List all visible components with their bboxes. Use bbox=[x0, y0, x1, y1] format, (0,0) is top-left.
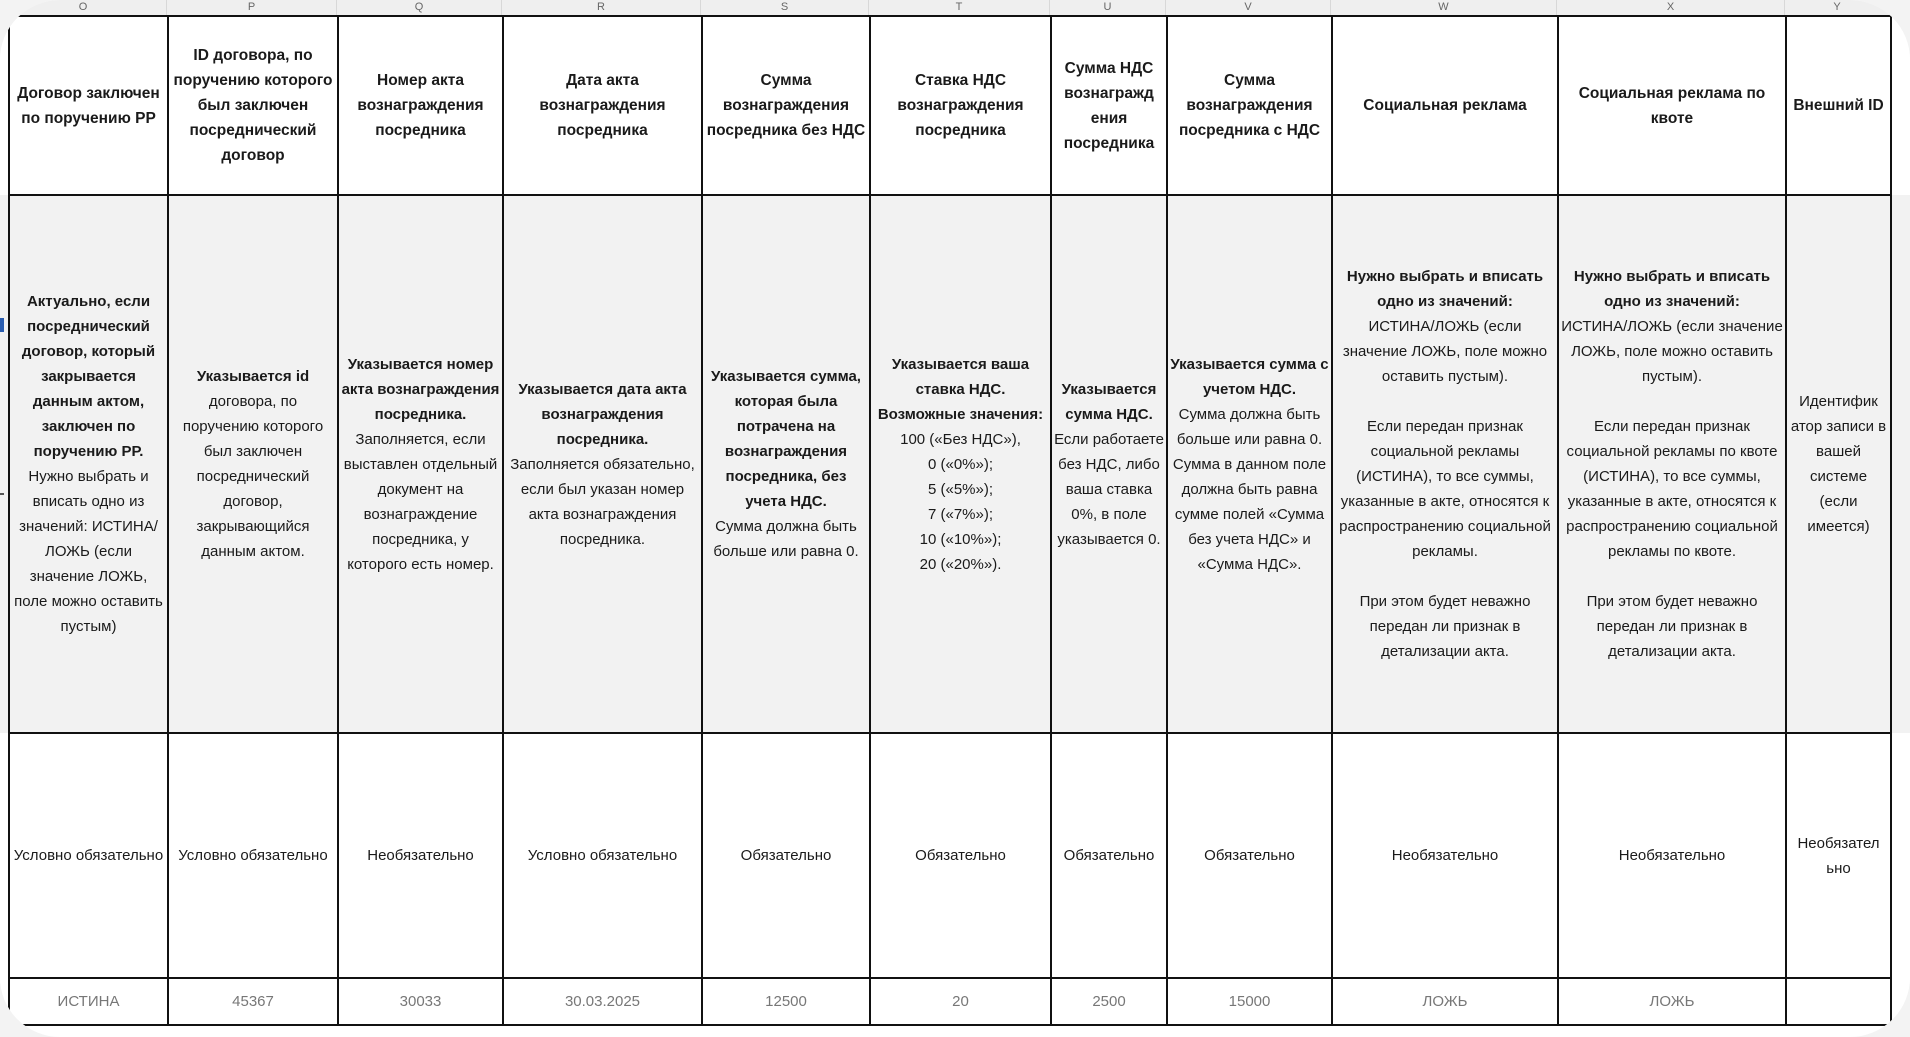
requirement-label: Необязательно bbox=[367, 847, 474, 864]
header-cell[interactable] bbox=[502, 16, 701, 195]
description-cell[interactable] bbox=[167, 195, 337, 733]
column-header-letter[interactable]: W bbox=[1331, 0, 1557, 16]
description-bold: Указывается id bbox=[196, 368, 310, 385]
description-row bbox=[0, 195, 1910, 733]
column-header-letter[interactable]: O bbox=[0, 0, 167, 16]
requirement-cell[interactable] bbox=[1557, 733, 1785, 978]
cell-value: ЛОЖЬ bbox=[1422, 993, 1468, 1010]
description-normal: ИСТИНА/ЛОЖЬ (если значение ЛОЖЬ, поле можно оставить пустым). Если передан признак социальной рекламы (ИСТИНА), то все суммы, указанные в акте, относятся к распространению социальной рекламы. При этом будет неважно передан ли признак в детализации акта. bbox=[1339, 318, 1551, 660]
requirement-cell[interactable] bbox=[701, 733, 869, 978]
requirement-label: Обязательно bbox=[915, 847, 1006, 864]
cell-value: 30.03.2025 bbox=[564, 993, 641, 1010]
description-bold: Актуально, если посреднический договор, который закрывается данным актом, заключен по поручению РР. bbox=[21, 293, 156, 460]
description-bold: Указывается номер акта вознаграждения посредника. bbox=[341, 355, 500, 423]
requirement-label: Условно обязательно bbox=[527, 847, 678, 864]
requirement-cell[interactable] bbox=[8, 733, 167, 978]
header-cell[interactable] bbox=[869, 16, 1050, 195]
description-text bbox=[1335, 264, 1555, 664]
column-header-letter[interactable]: Q bbox=[337, 0, 502, 16]
description-text bbox=[1170, 352, 1329, 577]
value-cell[interactable] bbox=[167, 978, 337, 1025]
requirement-label: Условно обязательно bbox=[178, 847, 328, 864]
header-cell[interactable] bbox=[1331, 16, 1557, 195]
column-header-letter[interactable]: R bbox=[502, 0, 701, 16]
description-bold: Указывается сумма НДС. bbox=[1061, 380, 1157, 423]
requirement-label: Необязател ьно bbox=[1797, 834, 1880, 877]
column-header-letter[interactable]: S bbox=[701, 0, 869, 16]
description-normal: Идентифик атор записи в вашей системе (если имеется) bbox=[1790, 393, 1887, 535]
description-cell[interactable] bbox=[8, 195, 167, 733]
header-cell[interactable] bbox=[1050, 16, 1166, 195]
description-normal: 100 («Без НДС»), 0 («0%»); 5 («5%»); 7 («7%»); 10 («10%»); 20 («20%»). bbox=[900, 430, 1021, 573]
description-normal: Нужно выбрать и вписать одно из значений: ИСТИНА/ЛОЖЬ (если значение ЛОЖЬ, поле можно оставить пустым) bbox=[14, 468, 163, 635]
description-cell[interactable] bbox=[337, 195, 502, 733]
requirement-cell[interactable] bbox=[337, 733, 502, 978]
table-bottom-border bbox=[8, 1024, 1892, 1026]
cell-value: 12500 bbox=[765, 993, 807, 1010]
requirement-cell[interactable] bbox=[1785, 733, 1892, 978]
description-cell[interactable] bbox=[1166, 195, 1331, 733]
requirement-cell[interactable] bbox=[1166, 733, 1331, 978]
description-bold: Указывается дата акта вознаграждения посредника. bbox=[518, 380, 687, 448]
header-label: Социальная реклама bbox=[1363, 97, 1527, 114]
description-text bbox=[1054, 377, 1164, 552]
description-bold: Нужно выбрать и вписать одно из значений: bbox=[1573, 268, 1771, 310]
description-bold: Указывается сумма, которая была потрачена на вознаграждения посредника, без учета НДС. bbox=[711, 368, 861, 510]
requirement-cell[interactable] bbox=[869, 733, 1050, 978]
description-normal: Сумма должна быть больше или равна 0. Сумма в данном поле должна быть равна сумме полей «Сумма без учета НДС» и «Сумма НДС». bbox=[1172, 405, 1327, 573]
header-cell[interactable] bbox=[8, 16, 167, 195]
value-row bbox=[0, 978, 1910, 1025]
cell-value: 30033 bbox=[399, 993, 442, 1010]
header-label: Сумма НДС вознагражд ения посредника bbox=[1063, 59, 1155, 152]
column-header-letter[interactable]: Y bbox=[1785, 0, 1890, 16]
description-text bbox=[12, 289, 165, 639]
cell-value: ЛОЖЬ bbox=[1649, 993, 1695, 1010]
cell-value: ИСТИНА bbox=[57, 993, 120, 1010]
cell-value: 2500 bbox=[1092, 993, 1126, 1010]
column-header-letter[interactable]: X bbox=[1557, 0, 1785, 16]
header-cell[interactable] bbox=[701, 16, 869, 195]
requirement-cell[interactable] bbox=[1050, 733, 1166, 978]
header-label: Номер акта вознаграждения посредника bbox=[357, 72, 484, 139]
description-text bbox=[506, 377, 699, 552]
description-normal: Заполняется, если выставлен отдельный документ на вознаграждение посредника, у которого есть номер. bbox=[343, 430, 498, 573]
header-label: Договор заключен по поручению РР bbox=[17, 84, 160, 127]
requirement-label: Обязательно bbox=[740, 847, 832, 864]
description-text bbox=[873, 352, 1048, 577]
header-row bbox=[0, 16, 1910, 195]
header-cell[interactable] bbox=[1166, 16, 1331, 195]
header-cell[interactable] bbox=[167, 16, 337, 195]
header-cell[interactable] bbox=[337, 16, 502, 195]
header-cell[interactable] bbox=[1785, 16, 1892, 195]
header-label: Социальная реклама по квоте bbox=[1578, 84, 1766, 127]
description-normal: ИСТИНА/ЛОЖЬ (если значение ЛОЖЬ, поле можно оставить пустым). Если передан признак социальной рекламы по квоте (ИСТИНА), то все суммы, указанные в акте, относятся к распространению социальной рекламы по квоте. При этом будет неважно передан ли признак в детализации акта. bbox=[1561, 318, 1783, 660]
column-header-letter[interactable]: U bbox=[1050, 0, 1166, 16]
requirement-label: Условно обязательно bbox=[13, 847, 164, 864]
value-cell[interactable] bbox=[701, 978, 869, 1025]
cell-value: 45367 bbox=[232, 993, 274, 1010]
column-header-letter[interactable]: V bbox=[1166, 0, 1331, 16]
value-cell[interactable] bbox=[1557, 978, 1785, 1025]
description-text bbox=[341, 352, 500, 577]
description-normal: договора, по поручению которого был заключен посреднический договор, закрывающийся данным актом. bbox=[182, 393, 324, 560]
requirement-row bbox=[0, 733, 1910, 978]
header-label: Ставка НДС вознаграждения посредника bbox=[897, 72, 1024, 139]
description-cell[interactable] bbox=[502, 195, 701, 733]
value-cell[interactable] bbox=[869, 978, 1050, 1025]
value-cell[interactable] bbox=[8, 978, 167, 1025]
header-label: Внешний ID bbox=[1793, 97, 1884, 114]
column-header-letter[interactable]: P bbox=[167, 0, 337, 16]
description-normal: Заполняется обязательно, если был указан номер акта вознаграждения посредника. bbox=[510, 455, 695, 548]
header-label: ID договора, по поручению которого был заключен посреднический договор bbox=[173, 47, 333, 164]
description-cell[interactable] bbox=[1050, 195, 1166, 733]
column-header-letter[interactable]: T bbox=[869, 0, 1050, 16]
adjacent-cell-edge bbox=[0, 493, 4, 495]
description-bold: Указывается сумма с учетом НДС. bbox=[1170, 355, 1329, 398]
requirement-cell[interactable] bbox=[502, 733, 701, 978]
description-cell[interactable] bbox=[701, 195, 869, 733]
requirement-label: Обязательно bbox=[1204, 847, 1295, 864]
value-cell[interactable] bbox=[1331, 978, 1557, 1025]
header-label: Сумма вознаграждения посредника с НДС bbox=[1178, 72, 1321, 139]
value-cell[interactable] bbox=[1166, 978, 1331, 1025]
cell-value: 20 bbox=[952, 993, 969, 1010]
description-cell[interactable] bbox=[1785, 195, 1892, 733]
requirement-label: Необязательно bbox=[1391, 847, 1499, 864]
value-cell[interactable] bbox=[1785, 978, 1892, 1025]
description-normal: Сумма должна быть больше или равна 0. bbox=[713, 518, 859, 560]
header-label: Дата акта вознаграждения посредника bbox=[539, 72, 666, 139]
description-bold: Указывается ваша ставка НДС. Возможные значения: bbox=[877, 355, 1044, 423]
description-text bbox=[705, 364, 867, 564]
value-cell[interactable] bbox=[1050, 978, 1166, 1025]
requirement-label: Необязательно bbox=[1618, 847, 1726, 864]
adjacent-cell-edge bbox=[0, 318, 4, 332]
value-cell[interactable] bbox=[337, 978, 502, 1025]
cell-value: 15000 bbox=[1228, 993, 1271, 1010]
requirement-cell[interactable] bbox=[167, 733, 337, 978]
header-label: Сумма вознаграждения посредника без НДС bbox=[706, 72, 866, 139]
description-text bbox=[1561, 264, 1783, 664]
description-text bbox=[171, 364, 335, 564]
requirement-cell[interactable] bbox=[1331, 733, 1557, 978]
description-cell[interactable] bbox=[1331, 195, 1557, 733]
requirement-label: Обязательно bbox=[1063, 847, 1155, 864]
description-bold: Нужно выбрать и вписать одно из значений: bbox=[1346, 268, 1544, 310]
description-cell[interactable] bbox=[1557, 195, 1785, 733]
description-cell[interactable] bbox=[869, 195, 1050, 733]
description-normal: Если работаете без НДС, либо ваша ставка 0%, в поле указывается 0. bbox=[1054, 430, 1164, 548]
description-text bbox=[1789, 389, 1888, 539]
header-cell[interactable] bbox=[1557, 16, 1785, 195]
value-cell[interactable] bbox=[502, 978, 701, 1025]
